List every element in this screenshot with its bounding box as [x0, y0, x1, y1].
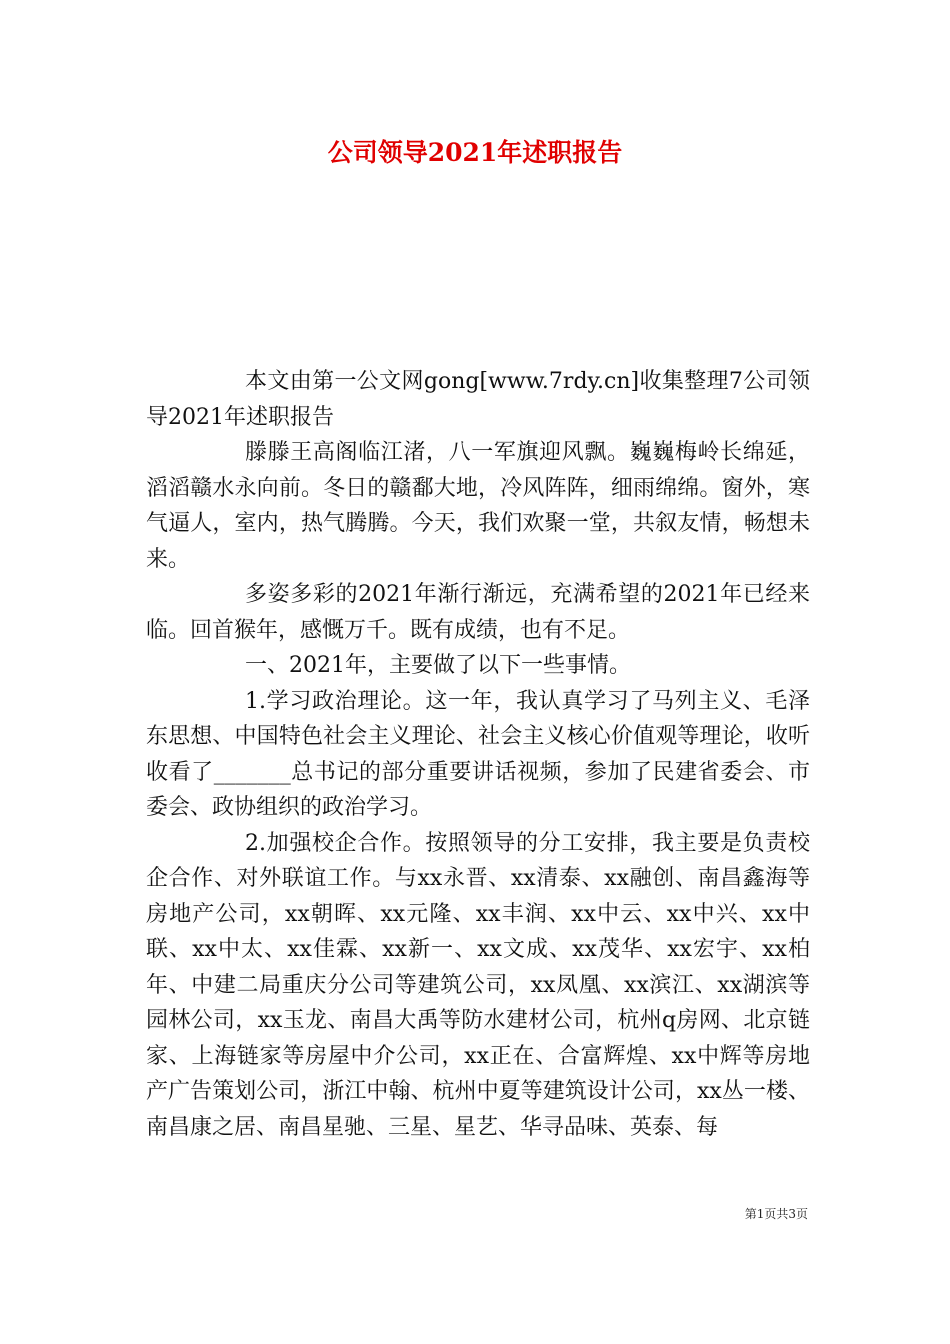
document-body: [146, 364, 810, 1145]
paragraph-item-2: 2.加强校企合作。按照领导的分工安排，我主要是负责校企合作、对外联谊工作。与xx永晋、xx清泰、xx融创、南昌鑫海等房地产公司，xx朝晖、xx元隆、xx丰润、xx中云、xx中兴、xx中联、xx中太、xx佳霖、xx新一、xx文成、xx茂华、xx宏宇、xx柏年、中建二局重庆分公司等建筑公司，xx凤凰、xx滨江、xx湖滨等园林公司，xx玉龙、南昌大禹等防水建材公司，杭州q房网、北京链家、上海链家等房屋中介公司，xx正在、合富辉煌、xx中辉等房地产广告策划公司，浙江中翰、杭州中夏等建筑设计公司，xx丛一楼、南昌康之居、南昌星驰、三星、星艺、华寻品味、英泰、每: [146, 830, 810, 1140]
paragraph-intro: 本文由第一公文网gong[www.7rdy.cn]收集整理7公司领导2021年述职报告: [146, 369, 810, 430]
page-footer: 第1页共3页: [744, 1207, 808, 1221]
document-title: 公司领导2021年述职报告: [327, 138, 623, 167]
paragraph-item-1: 1.学习政治理论。这一年，我认真学习了马列主义、毛泽东思想、中国特色社会主义理论、社会主义核心价值观等理论，收听收看了_______总书记的部分重要讲话视频，参加了民建省委会、市委会、政协组织的政治学习。: [146, 688, 810, 820]
paragraph-section-heading: 一、2021年，主要做了以下一些事情。: [245, 653, 631, 678]
paragraph-review: 多姿多彩的2021年渐行渐远，充满希望的2021年已经来临。回首猴年，感慨万千。既有成绩，也有不足。: [146, 582, 810, 643]
paragraph-opening: 滕滕王高阁临江渚，八一军旗迎风飘。巍巍梅岭长绵延，滔滔赣水永向前。冬日的赣鄱大地，冷风阵阵，细雨绵绵。窗外，寒气逼人，室内，热气腾腾。今天，我们欢聚一堂，共叙友情，畅想未来。: [146, 440, 810, 572]
